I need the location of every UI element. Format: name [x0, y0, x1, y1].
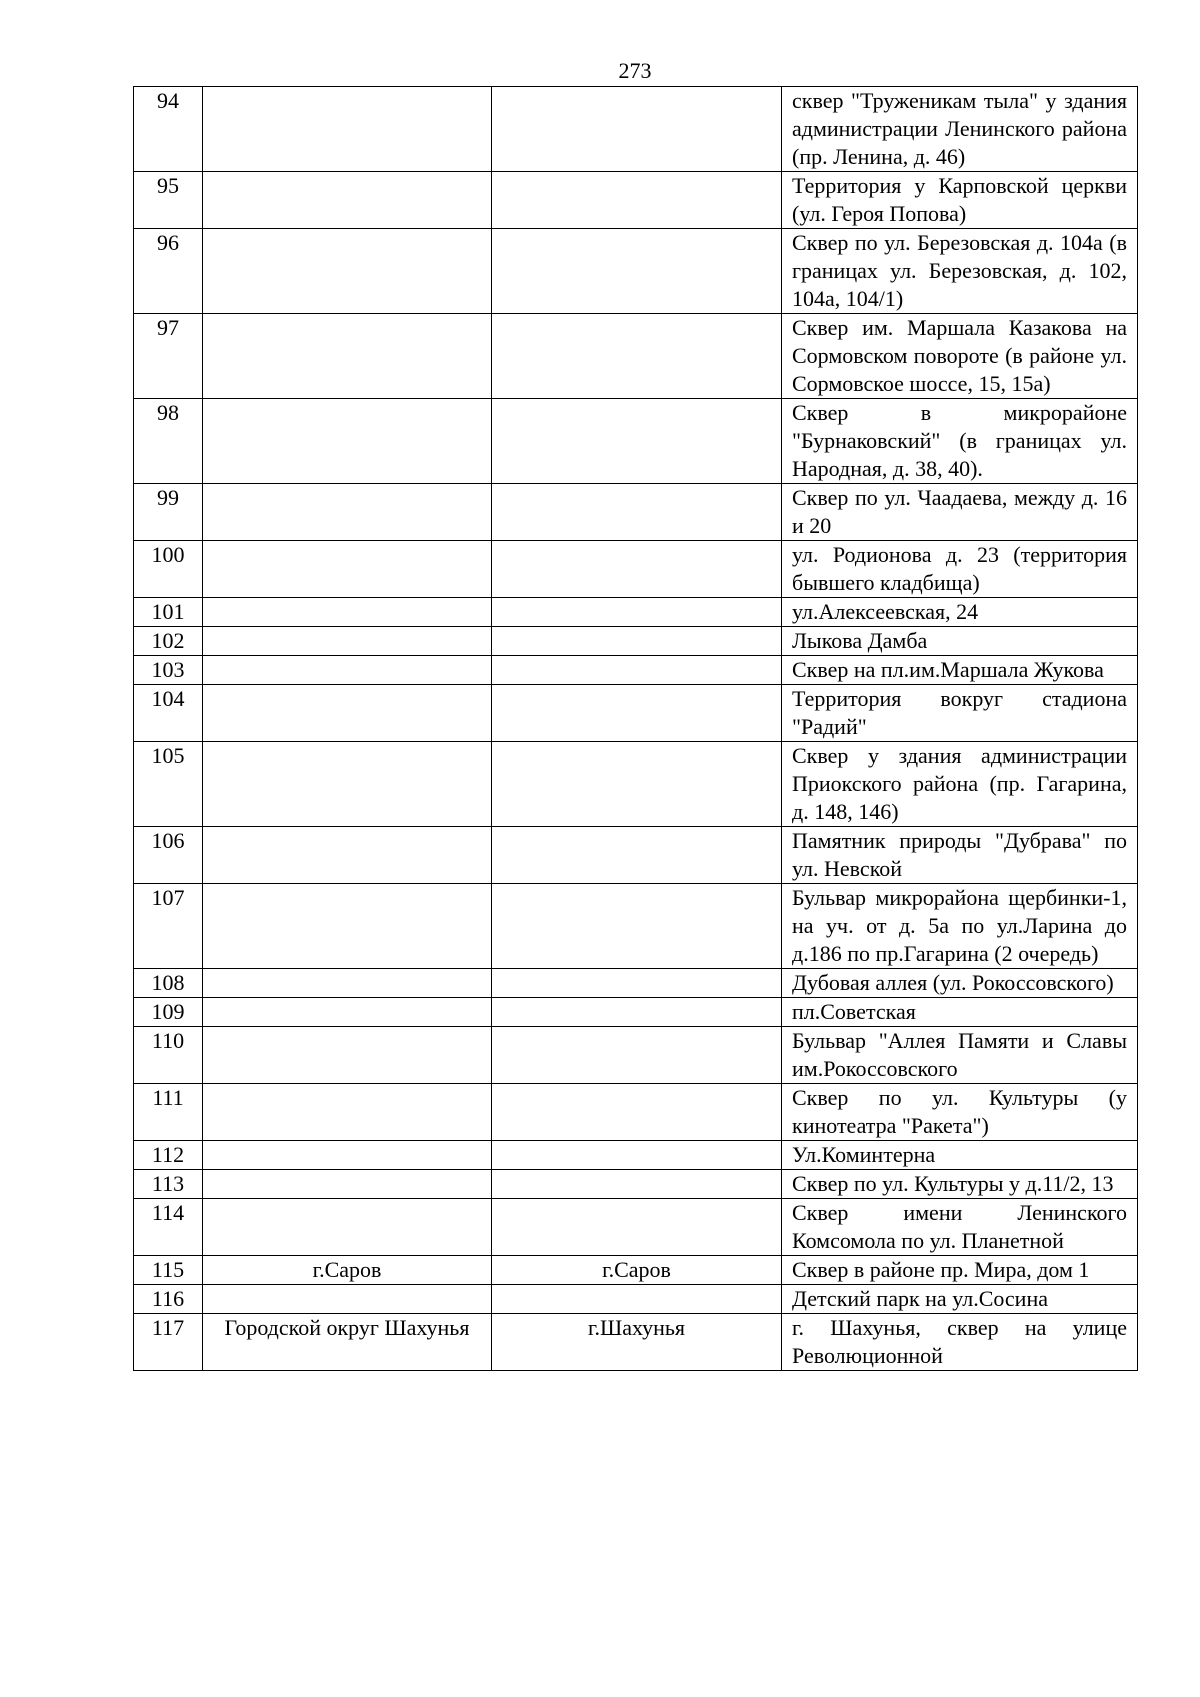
- table-row: [134, 1314, 1138, 1371]
- location-cell: Ул.Коминтерна: [782, 1141, 1138, 1170]
- table-row: [134, 1170, 1138, 1199]
- table-row: [134, 1141, 1138, 1170]
- location-cell: г. Шахунья, сквер на улице Революционной: [782, 1314, 1138, 1371]
- table-row: [134, 399, 1138, 484]
- municipality-cell: [203, 399, 492, 484]
- settlement-cell: [492, 742, 782, 827]
- municipality-cell: [203, 484, 492, 541]
- table-row: [134, 627, 1138, 656]
- location-cell: сквер "Труженикам тыла" у здания администрации Ленинского района (пр. Ленина, д. 46): [782, 87, 1138, 172]
- location-cell: Сквер на пл.им.Маршала Жукова: [782, 656, 1138, 685]
- location-cell: Лыкова Дамба: [782, 627, 1138, 656]
- municipality-cell: [203, 314, 492, 399]
- row-number-cell: 94: [134, 87, 203, 172]
- location-cell: Сквер по ул. Чаадаева, между д. 16 и 20: [782, 484, 1138, 541]
- table-row: [134, 87, 1138, 172]
- municipality-cell: [203, 742, 492, 827]
- location-cell: ул. Родионова д. 23 (территория бывшего кладбища): [782, 541, 1138, 598]
- location-cell: Сквер по ул. Культуры (у кинотеатра "Ракета"): [782, 1084, 1138, 1141]
- row-number-cell: 101: [134, 598, 203, 627]
- settlement-cell: [492, 827, 782, 884]
- settlement-cell: [492, 314, 782, 399]
- settlement-cell: [492, 541, 782, 598]
- municipality-cell: г.Саров: [203, 1256, 492, 1285]
- settlement-cell: [492, 884, 782, 969]
- table-row: [134, 827, 1138, 884]
- row-number-cell: 100: [134, 541, 203, 598]
- location-cell: Территория вокруг стадиона "Радий": [782, 685, 1138, 742]
- row-number-cell: 98: [134, 399, 203, 484]
- row-number-cell: 110: [134, 1027, 203, 1084]
- location-cell: Сквер в районе пр. Мира, дом 1: [782, 1256, 1138, 1285]
- settlement-cell: г.Шахунья: [492, 1314, 782, 1371]
- municipality-cell: [203, 87, 492, 172]
- municipality-cell: [203, 172, 492, 229]
- row-number-cell: 99: [134, 484, 203, 541]
- row-number-cell: 106: [134, 827, 203, 884]
- row-number-cell: 104: [134, 685, 203, 742]
- row-number-cell: 95: [134, 172, 203, 229]
- row-number-cell: 97: [134, 314, 203, 399]
- row-number-cell: 102: [134, 627, 203, 656]
- table-row: [134, 172, 1138, 229]
- table-row: [134, 884, 1138, 969]
- location-cell: Бульвар "Аллея Памяти и Славы им.Рокоссовского: [782, 1027, 1138, 1084]
- table-row: [134, 1285, 1138, 1314]
- row-number-cell: 107: [134, 884, 203, 969]
- settlement-cell: [492, 1199, 782, 1256]
- row-number-cell: 103: [134, 656, 203, 685]
- territories-table: [133, 86, 1138, 1371]
- settlement-cell: [492, 399, 782, 484]
- location-cell: ул.Алексеевская, 24: [782, 598, 1138, 627]
- table-row: [134, 1256, 1138, 1285]
- table-row: [134, 484, 1138, 541]
- municipality-cell: [203, 969, 492, 998]
- table-row: [134, 685, 1138, 742]
- settlement-cell: [492, 1285, 782, 1314]
- location-cell: Памятник природы "Дубрава" по ул. Невской: [782, 827, 1138, 884]
- table-row: [134, 998, 1138, 1027]
- settlement-cell: [492, 998, 782, 1027]
- table-row: [134, 229, 1138, 314]
- settlement-cell: [492, 685, 782, 742]
- municipality-cell: [203, 541, 492, 598]
- row-number-cell: 113: [134, 1170, 203, 1199]
- settlement-cell: [492, 87, 782, 172]
- settlement-cell: [492, 1027, 782, 1084]
- municipality-cell: [203, 627, 492, 656]
- settlement-cell: [492, 969, 782, 998]
- row-number-cell: 108: [134, 969, 203, 998]
- table-row: [134, 742, 1138, 827]
- table-row: [134, 541, 1138, 598]
- row-number-cell: 105: [134, 742, 203, 827]
- municipality-cell: [203, 998, 492, 1027]
- municipality-cell: [203, 1199, 492, 1256]
- row-number-cell: 111: [134, 1084, 203, 1141]
- table-row: [134, 969, 1138, 998]
- settlement-cell: [492, 598, 782, 627]
- municipality-cell: [203, 685, 492, 742]
- table-row: [134, 1199, 1138, 1256]
- row-number-cell: 112: [134, 1141, 203, 1170]
- row-number-cell: 115: [134, 1256, 203, 1285]
- municipality-cell: Городской округ Шахунья: [203, 1314, 492, 1371]
- municipality-cell: [203, 827, 492, 884]
- location-cell: Сквер имени Ленинского Комсомола по ул. Планетной: [782, 1199, 1138, 1256]
- settlement-cell: [492, 172, 782, 229]
- location-cell: Дубовая аллея (ул. Рокоссовского): [782, 969, 1138, 998]
- page-number: 273: [618, 58, 652, 83]
- settlement-cell: [492, 484, 782, 541]
- municipality-cell: [203, 1084, 492, 1141]
- location-cell: Сквер по ул. Березовская д. 104а (в границах ул. Березовская, д. 102, 104а, 104/1): [782, 229, 1138, 314]
- table-row: [134, 1084, 1138, 1141]
- location-cell: Сквер у здания администрации Приокского района (пр. Гагарина, д. 148, 146): [782, 742, 1138, 827]
- municipality-cell: [203, 229, 492, 314]
- settlement-cell: [492, 1084, 782, 1141]
- settlement-cell: [492, 627, 782, 656]
- location-cell: Территория у Карповской церкви (ул. Героя Попова): [782, 172, 1138, 229]
- row-number-cell: 116: [134, 1285, 203, 1314]
- municipality-cell: [203, 1170, 492, 1199]
- location-cell: Детский парк на ул.Сосина: [782, 1285, 1138, 1314]
- row-number-cell: 114: [134, 1199, 203, 1256]
- row-number-cell: 117: [134, 1314, 203, 1371]
- settlement-cell: г.Саров: [492, 1256, 782, 1285]
- settlement-cell: [492, 1170, 782, 1199]
- table-row: [134, 656, 1138, 685]
- municipality-cell: [203, 884, 492, 969]
- table-body: [134, 87, 1138, 1371]
- location-cell: Сквер им. Маршала Казакова на Сормовском повороте (в районе ул. Сормовское шоссе, 15, 15а): [782, 314, 1138, 399]
- location-cell: Сквер по ул. Культуры у д.11/2, 13: [782, 1170, 1138, 1199]
- location-cell: пл.Советская: [782, 998, 1138, 1027]
- settlement-cell: [492, 229, 782, 314]
- municipality-cell: [203, 1285, 492, 1314]
- location-cell: Сквер в микрорайоне "Бурнаковский" (в границах ул. Народная, д. 38, 40).: [782, 399, 1138, 484]
- location-cell: Бульвар микрорайона щербинки-1, на уч. от д. 5а по ул.Ларина до д.186 по пр.Гагарина (2 очередь): [782, 884, 1138, 969]
- row-number-cell: 109: [134, 998, 203, 1027]
- municipality-cell: [203, 1027, 492, 1084]
- table-row: [134, 1027, 1138, 1084]
- municipality-cell: [203, 1141, 492, 1170]
- table-row: [134, 598, 1138, 627]
- municipality-cell: [203, 656, 492, 685]
- row-number-cell: 96: [134, 229, 203, 314]
- municipality-cell: [203, 598, 492, 627]
- settlement-cell: [492, 1141, 782, 1170]
- settlement-cell: [492, 656, 782, 685]
- table-row: [134, 314, 1138, 399]
